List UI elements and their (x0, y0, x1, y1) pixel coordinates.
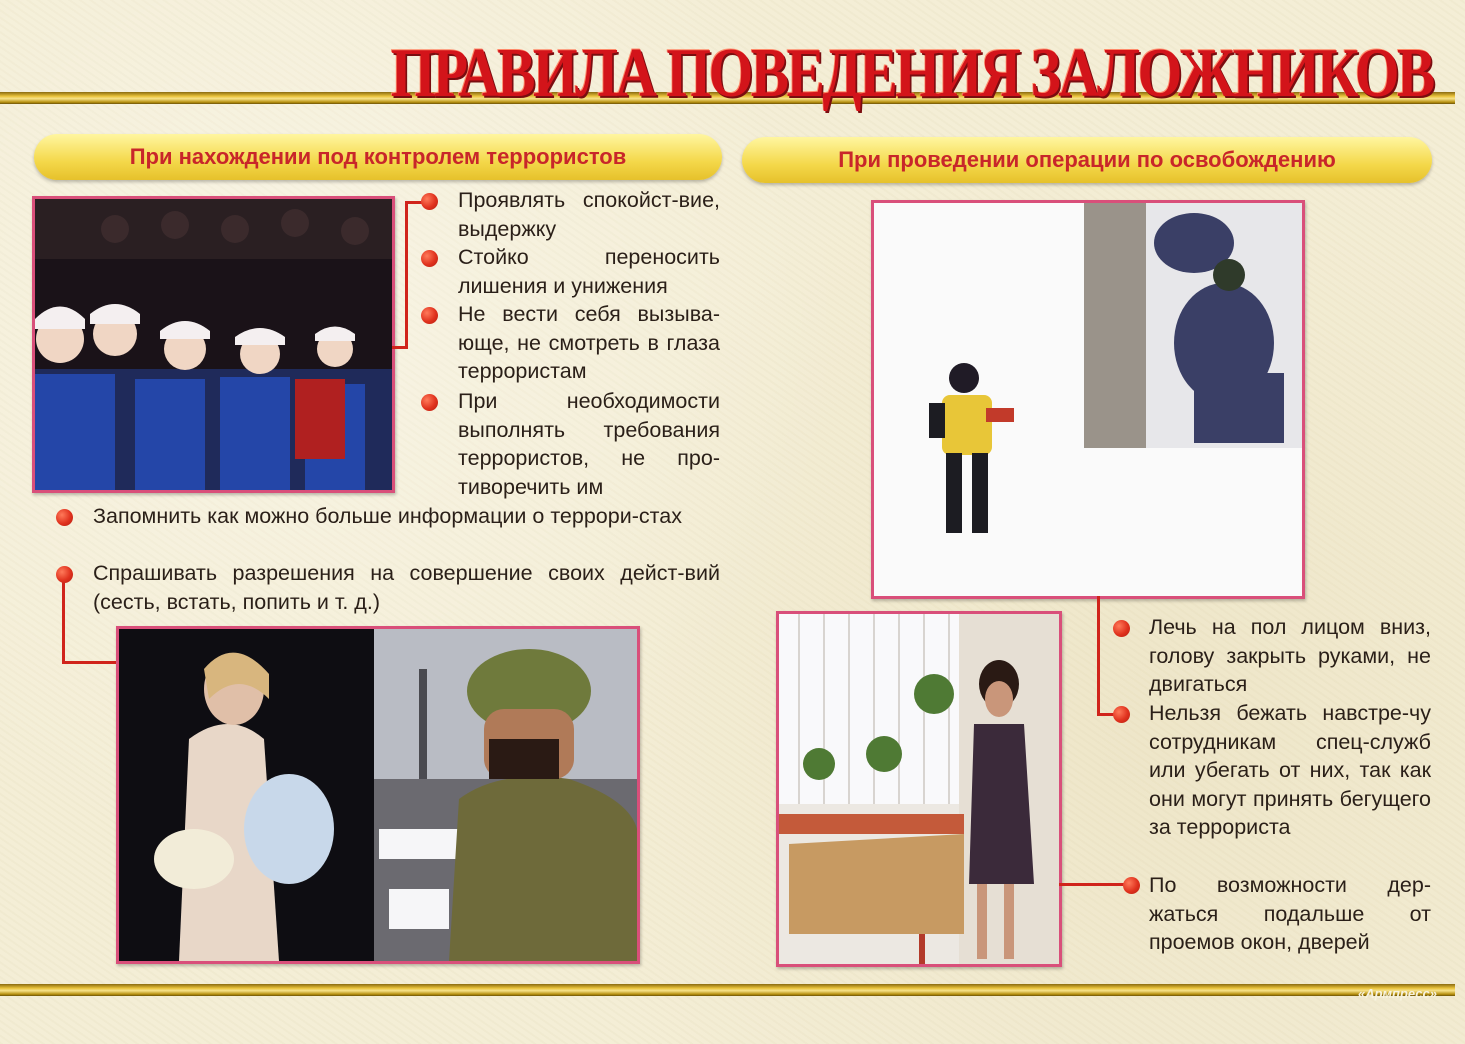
bullet-icon (1113, 706, 1130, 723)
rescue-operation-photo (871, 200, 1305, 599)
connector-line (62, 574, 65, 664)
rule-item: Лечь на пол лицом вниз, голову закрыть руками, не двигаться (1149, 615, 1431, 697)
bullet-icon (56, 509, 73, 526)
mother-and-soldier-photo (116, 626, 640, 964)
bullet-icon (421, 394, 438, 411)
rule-item: Спрашивать разрешения на совершение своих дейст-вий (сесть, встать, попить и т. д.) (93, 561, 720, 614)
bullet-icon (421, 193, 438, 210)
bullet-icon (1113, 620, 1130, 637)
rule-item: Запомнить как можно больше информации о террори-стах (93, 504, 682, 528)
connector-line (1097, 596, 1100, 715)
bullet-icon (421, 250, 438, 267)
rule-item: Проявлять спокойст-вие, выдержку (458, 188, 720, 241)
rule-item: Стойко переносить лишения и унижения (458, 245, 720, 298)
section-heading-rescue: При проведении операции по освобождению (742, 137, 1432, 183)
rule-item: По возможности дер-жаться подальше от проемов окон, дверей (1149, 873, 1431, 955)
publisher-mark: «Армпресс» (1358, 986, 1437, 1001)
rule-item: Нельзя бежать навстре-чу сотрудникам спец-служб или убегать от них, так как они могут принять бегущего за террориста (1149, 701, 1431, 840)
rule-item: Не вести себя вызыва-юще, не смотреть в глаза террористам (458, 302, 720, 384)
connector-line (1059, 883, 1127, 886)
bullet-icon (56, 566, 73, 583)
bullet-icon (1123, 877, 1140, 894)
hostages-photo (32, 196, 395, 493)
connector-line (405, 201, 408, 349)
rule-item: При необходимости выполнять требования террористов, не про-тиворечить им (458, 389, 720, 499)
poster-title: ПРАВИЛА ПОВЕДЕНИЯ ЗАЛОЖНИКОВ (390, 35, 1433, 112)
section-heading-control: При нахождении под контролем террористов (34, 134, 722, 180)
connector-line (392, 346, 408, 349)
bottom-gold-rule (0, 984, 1455, 996)
bullet-icon (421, 307, 438, 324)
room-photo (776, 611, 1062, 967)
connector-line (62, 661, 116, 664)
